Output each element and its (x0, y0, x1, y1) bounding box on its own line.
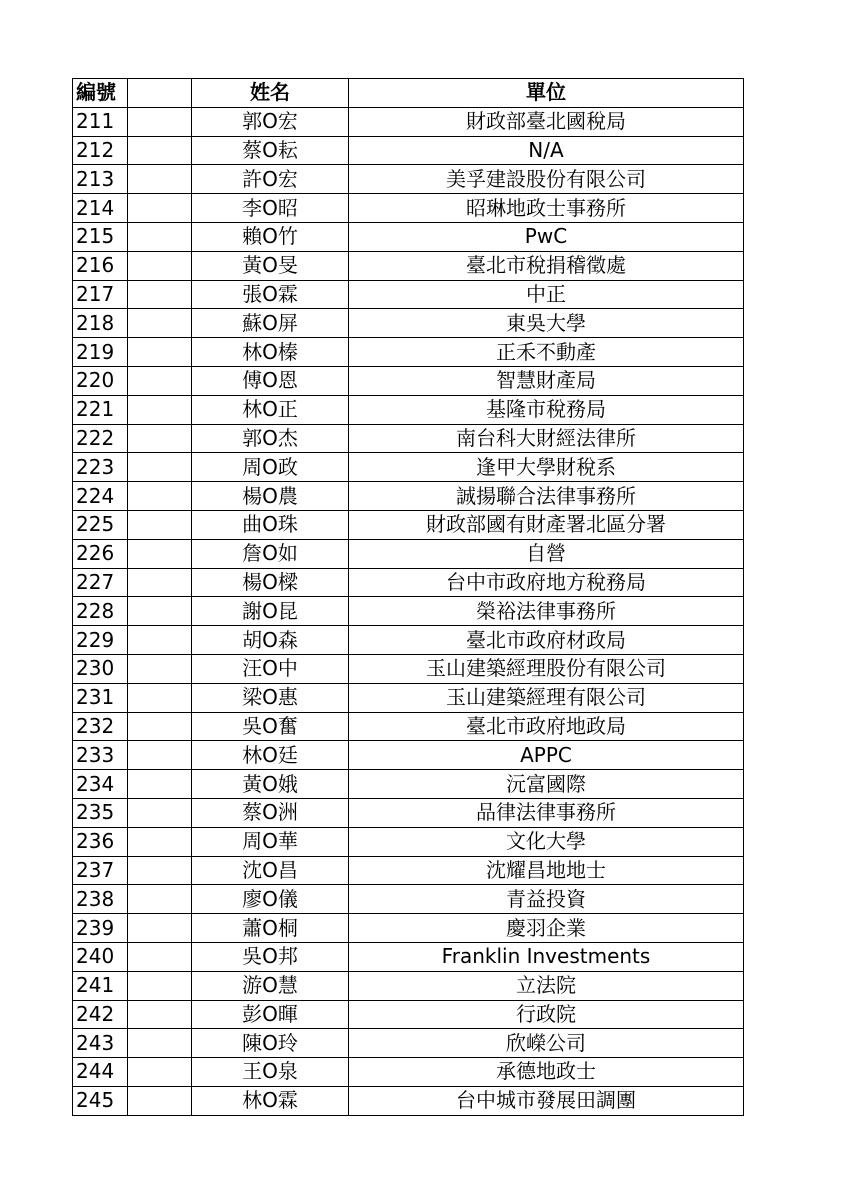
row-blank (128, 798, 192, 827)
row-blank (128, 482, 192, 511)
row-number: 219 (73, 338, 128, 367)
row-blank (128, 338, 192, 367)
row-blank (128, 366, 192, 395)
row-name: 楊O樑 (192, 568, 349, 597)
table-row (73, 309, 744, 338)
row-unit: 誠揚聯合法律事務所 (349, 482, 744, 511)
row-name: 汪O中 (192, 654, 349, 683)
table-row (73, 136, 744, 165)
row-blank (128, 1029, 192, 1058)
row-unit: 東吳大學 (349, 309, 744, 338)
row-blank (128, 568, 192, 597)
row-blank (128, 770, 192, 799)
table-row (73, 510, 744, 539)
row-blank (128, 222, 192, 251)
row-blank (128, 510, 192, 539)
row-number: 244 (73, 1058, 128, 1087)
row-name: 蕭O桐 (192, 914, 349, 943)
row-unit: 承德地政士 (349, 1058, 744, 1087)
row-number: 237 (73, 856, 128, 885)
row-blank (128, 683, 192, 712)
row-number: 232 (73, 712, 128, 741)
roster-table (72, 78, 744, 1116)
row-number: 233 (73, 741, 128, 770)
row-name: 詹O如 (192, 539, 349, 568)
row-number: 227 (73, 568, 128, 597)
row-number: 245 (73, 1086, 128, 1115)
table-row (73, 107, 744, 136)
row-name: 周O政 (192, 453, 349, 482)
header-blank (128, 79, 192, 108)
table-row (73, 712, 744, 741)
row-blank (128, 885, 192, 914)
row-name: 周O華 (192, 827, 349, 856)
table-row (73, 568, 744, 597)
row-unit: 欣嶸公司 (349, 1029, 744, 1058)
row-unit: 慶羽企業 (349, 914, 744, 943)
row-unit: 行政院 (349, 1000, 744, 1029)
row-unit: 品律法律事務所 (349, 798, 744, 827)
table-row (73, 453, 744, 482)
row-name: 張O霖 (192, 280, 349, 309)
row-blank (128, 539, 192, 568)
table-row (73, 222, 744, 251)
row-blank (128, 280, 192, 309)
row-unit: 玉山建築經理股份有限公司 (349, 654, 744, 683)
row-number: 222 (73, 424, 128, 453)
row-name: 林O霖 (192, 1086, 349, 1115)
row-name: 黃O旻 (192, 251, 349, 280)
roster-body (73, 107, 744, 1115)
table-row (73, 280, 744, 309)
table-row (73, 165, 744, 194)
row-unit: 台中市政府地方稅務局 (349, 568, 744, 597)
row-blank (128, 914, 192, 943)
row-number: 221 (73, 395, 128, 424)
table-row (73, 251, 744, 280)
row-blank (128, 654, 192, 683)
row-number: 218 (73, 309, 128, 338)
row-name: 吳O奮 (192, 712, 349, 741)
row-blank (128, 971, 192, 1000)
row-unit: 青益投資 (349, 885, 744, 914)
row-number: 234 (73, 770, 128, 799)
row-number: 212 (73, 136, 128, 165)
row-name: 吳O邦 (192, 942, 349, 971)
row-unit: 智慧財產局 (349, 366, 744, 395)
table-row (73, 539, 744, 568)
row-blank (128, 251, 192, 280)
row-unit: 財政部國有財產署北區分署 (349, 510, 744, 539)
table-row (73, 424, 744, 453)
row-name: 許O宏 (192, 165, 349, 194)
table-row (73, 482, 744, 511)
row-name: 林O廷 (192, 741, 349, 770)
row-name: 謝O昆 (192, 597, 349, 626)
table-row (73, 654, 744, 683)
row-name: 黃O娥 (192, 770, 349, 799)
table-row (73, 827, 744, 856)
row-name: 郭O杰 (192, 424, 349, 453)
row-number: 236 (73, 827, 128, 856)
row-unit: 臺北市政府地政局 (349, 712, 744, 741)
row-unit: 基隆市稅務局 (349, 395, 744, 424)
row-number: 225 (73, 510, 128, 539)
row-name: 楊O農 (192, 482, 349, 511)
table-row (73, 338, 744, 367)
header-number: 編號 (73, 79, 128, 108)
row-unit: 中正 (349, 280, 744, 309)
row-number: 228 (73, 597, 128, 626)
row-unit: 榮裕法律事務所 (349, 597, 744, 626)
row-name: 曲O珠 (192, 510, 349, 539)
row-blank (128, 395, 192, 424)
row-unit: 玉山建築經理有限公司 (349, 683, 744, 712)
row-number: 242 (73, 1000, 128, 1029)
row-name: 游O慧 (192, 971, 349, 1000)
header-unit: 單位 (349, 79, 744, 108)
table-row (73, 885, 744, 914)
row-number: 217 (73, 280, 128, 309)
row-number: 241 (73, 971, 128, 1000)
table-row (73, 798, 744, 827)
row-unit: PwC (349, 222, 744, 251)
table-row (73, 366, 744, 395)
row-unit: 財政部臺北國稅局 (349, 107, 744, 136)
row-blank (128, 626, 192, 655)
table-row (73, 1086, 744, 1115)
row-number: 230 (73, 654, 128, 683)
row-blank (128, 1086, 192, 1115)
table-row (73, 194, 744, 223)
table-row (73, 1000, 744, 1029)
table-row (73, 770, 744, 799)
row-number: 226 (73, 539, 128, 568)
row-number: 215 (73, 222, 128, 251)
row-blank (128, 597, 192, 626)
row-name: 傅O恩 (192, 366, 349, 395)
row-name: 胡O森 (192, 626, 349, 655)
row-unit: 台中城市發展田調團 (349, 1086, 744, 1115)
row-unit: 正禾不動產 (349, 338, 744, 367)
row-name: 蔡O洲 (192, 798, 349, 827)
row-blank (128, 165, 192, 194)
row-number: 240 (73, 942, 128, 971)
row-name: 王O泉 (192, 1058, 349, 1087)
table-row (73, 395, 744, 424)
row-blank (128, 453, 192, 482)
row-number: 211 (73, 107, 128, 136)
row-name: 廖O儀 (192, 885, 349, 914)
row-unit: 文化大學 (349, 827, 744, 856)
row-unit: N/A (349, 136, 744, 165)
header-row (73, 79, 744, 108)
row-blank (128, 1058, 192, 1087)
row-name: 沈O昌 (192, 856, 349, 885)
row-name: 李O昭 (192, 194, 349, 223)
row-name: 林O榛 (192, 338, 349, 367)
row-name: 蔡O耘 (192, 136, 349, 165)
row-name: 林O正 (192, 395, 349, 424)
row-number: 243 (73, 1029, 128, 1058)
row-unit: Franklin Investments (349, 942, 744, 971)
row-blank (128, 856, 192, 885)
row-unit: 昭琳地政士事務所 (349, 194, 744, 223)
row-blank (128, 741, 192, 770)
row-number: 239 (73, 914, 128, 943)
header-name: 姓名 (192, 79, 349, 108)
row-unit: 逢甲大學財稅系 (349, 453, 744, 482)
row-unit: 臺北市稅捐稽徵處 (349, 251, 744, 280)
row-name: 郭O宏 (192, 107, 349, 136)
table-row (73, 626, 744, 655)
row-blank (128, 424, 192, 453)
row-blank (128, 194, 192, 223)
row-unit: 南台科大財經法律所 (349, 424, 744, 453)
row-name: 彭O暉 (192, 1000, 349, 1029)
row-blank (128, 309, 192, 338)
table-row (73, 741, 744, 770)
row-number: 220 (73, 366, 128, 395)
row-blank (128, 827, 192, 856)
table-row (73, 856, 744, 885)
row-unit: 沅富國際 (349, 770, 744, 799)
row-unit: 臺北市政府材政局 (349, 626, 744, 655)
row-number: 229 (73, 626, 128, 655)
row-number: 216 (73, 251, 128, 280)
row-unit: 立法院 (349, 971, 744, 1000)
table-row (73, 914, 744, 943)
table-row (73, 971, 744, 1000)
row-blank (128, 712, 192, 741)
row-name: 賴O竹 (192, 222, 349, 251)
row-blank (128, 107, 192, 136)
row-number: 235 (73, 798, 128, 827)
row-unit: 自營 (349, 539, 744, 568)
row-blank (128, 136, 192, 165)
row-unit: APPC (349, 741, 744, 770)
row-blank (128, 942, 192, 971)
row-unit: 沈耀昌地地士 (349, 856, 744, 885)
table-row (73, 683, 744, 712)
row-blank (128, 1000, 192, 1029)
table-row (73, 1058, 744, 1087)
row-number: 238 (73, 885, 128, 914)
row-number: 213 (73, 165, 128, 194)
row-number: 224 (73, 482, 128, 511)
table-row (73, 942, 744, 971)
row-name: 梁O惠 (192, 683, 349, 712)
row-number: 214 (73, 194, 128, 223)
table-row (73, 597, 744, 626)
table-row (73, 1029, 744, 1058)
row-number: 231 (73, 683, 128, 712)
row-number: 223 (73, 453, 128, 482)
row-unit: 美孚建設股份有限公司 (349, 165, 744, 194)
row-name: 陳O玲 (192, 1029, 349, 1058)
row-name: 蘇O屏 (192, 309, 349, 338)
